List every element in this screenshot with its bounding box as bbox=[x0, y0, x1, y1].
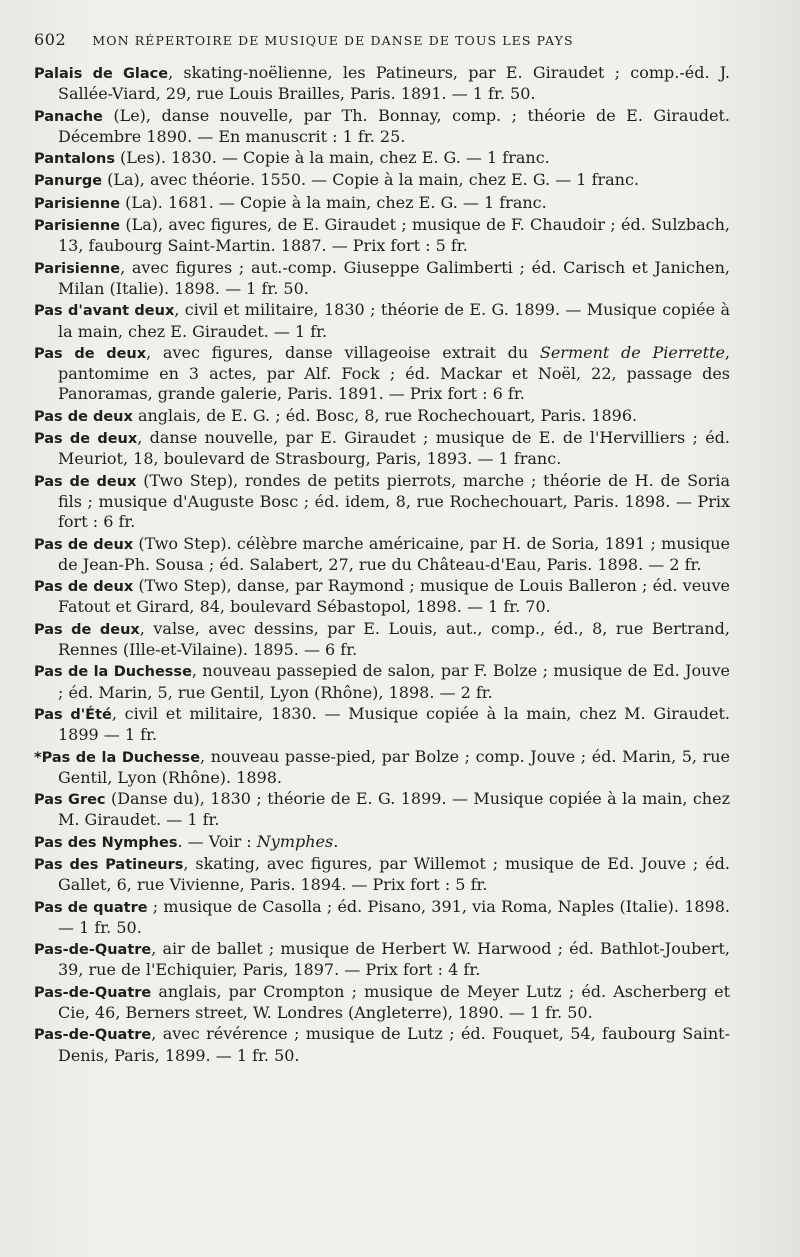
entry bbox=[34, 982, 730, 1024]
entry-text: , skating-noëlienne, les Patineurs, par E. Giraudet ; comp.-éd. J. Sallée-Viard, 29, rue Louis Brailles, Paris. 1891. — 1 fr. 50. bbox=[58, 63, 731, 104]
entry bbox=[34, 215, 730, 257]
entry-text: (Two Step). célèbre marche américaine, par H. de Soria, 1891 ; musique de Jean-Ph. Sousa ; éd. Salabert, 27, rue du Château-d'Eau, Paris. 1898. — 2 fr. bbox=[58, 533, 730, 574]
entry-title: Pas des Nymphes bbox=[34, 834, 178, 851]
entry bbox=[34, 854, 730, 896]
entry bbox=[34, 789, 730, 831]
entry-text: (La), avec théorie. 1550. — Copie à la main, chez E. G. — 1 franc. bbox=[102, 170, 640, 190]
entry-title: Pas-de-Quatre bbox=[34, 942, 152, 959]
entry-text-tail: . bbox=[333, 831, 339, 851]
entry-italic-title: Nymphes bbox=[256, 831, 334, 851]
entry-text: anglais, par Crompton ; musique de Meyer Lutz ; éd. Ascherberg et Cie, 46, Berners street, W. Londres (Angleterre), 1890. — 1 fr. 50. bbox=[58, 981, 730, 1023]
entry-text: (Two Step), rondes de petits pierrots, marche ; théorie de H. de Soria fils ; musique d'Auguste Bosc ; éd. idem, 8, rue Rochechouart, Paris. 1898. — Prix fort : 6 fr. bbox=[58, 470, 730, 532]
entry-title: Palais de Glace bbox=[34, 66, 169, 82]
entry-title: Pantalons bbox=[34, 151, 115, 168]
entry-title: Pas des Patineurs bbox=[34, 856, 184, 873]
entry-text: , avec figures, danse villageoise extrait du bbox=[146, 342, 540, 362]
entry-title: Pas-de-Quatre bbox=[34, 984, 152, 1001]
entry-text: , nouveau passe-pied, par Bolze ; comp. Jouve ; éd. Marin, 5, rue Gentil, Lyon (Rhône). 1898. bbox=[58, 746, 730, 787]
entry-text: (Danse du), 1830 ; théorie de E. G. 1899. — Musique copiée à la main, chez M. Giraudet. — 1 fr. bbox=[58, 789, 731, 830]
entry-text: , valse, avec dessins, par E. Louis, aut., comp., éd., 8, rue Bertrand, Rennes (Ille-et-Vilaine). 1895. — 6 fr. bbox=[58, 618, 730, 660]
entry bbox=[34, 661, 730, 703]
running-head: MON RÉPERTOIRE DE MUSIQUE DE DANSE DE TOUS LES PAYS bbox=[92, 33, 574, 48]
entry bbox=[34, 258, 730, 300]
entry-title: Pas de deux bbox=[34, 579, 134, 596]
entry bbox=[34, 406, 730, 427]
entry-text: , avec figures ; aut.-comp. Giuseppe Galimberti ; éd. Carisch et Janichen, Milan (Italie). 1898. — 1 fr. 50. bbox=[58, 257, 730, 298]
entry-title: *Pas de la Duchesse bbox=[34, 749, 201, 766]
entry bbox=[34, 576, 730, 618]
entry bbox=[34, 897, 730, 939]
entry bbox=[34, 1024, 730, 1066]
entry-text: , avec révérence ; musique de Lutz ; éd. Fouquet, 54, faubourg Saint-Denis, Paris, 1899. — 1 fr. 50. bbox=[58, 1024, 730, 1065]
entry-italic-title: Serment de Pierrette bbox=[539, 342, 725, 362]
entry-title: Pas de deux bbox=[34, 473, 137, 490]
entry-text: (La). 1681. — Copie à la main, chez E. G. — 1 franc. bbox=[120, 192, 547, 212]
entry bbox=[34, 704, 730, 746]
page-number: 602 bbox=[34, 30, 67, 49]
entry bbox=[34, 148, 730, 169]
entry bbox=[34, 939, 730, 981]
entry-text: , civil et militaire, 1830 ; théorie de E. G. 1899. — Musique copiée à la main, chez E. Giraudet. — 1 fr. bbox=[58, 300, 730, 341]
entry bbox=[34, 343, 730, 405]
entry bbox=[34, 63, 730, 105]
entry-text: , danse nouvelle, par E. Giraudet ; musique de E. de l'Hervilliers ; éd. Meuriot, 18, boulevard de Strasbourg, Paris, 1893. — 1 franc. bbox=[58, 428, 730, 469]
entry-text: . — Voir : bbox=[177, 831, 257, 851]
entry-title: Parisienne bbox=[34, 260, 121, 277]
entry bbox=[34, 170, 730, 191]
entry bbox=[34, 471, 730, 533]
entry bbox=[34, 106, 730, 148]
entry-text: anglais, de E. G. ; éd. Bosc, 8, rue Rochechouart, Paris. 1896. bbox=[132, 405, 638, 425]
entry bbox=[34, 747, 730, 789]
entry-title: Pas de deux bbox=[34, 408, 133, 425]
entry bbox=[34, 193, 730, 214]
entry-title: Pas d'avant deux bbox=[34, 303, 175, 320]
entry bbox=[34, 534, 730, 576]
entry-text: (Two Step), danse, par Raymond ; musique de Louis Balleron ; éd. veuve Fatout et Girard, 84, boulevard Sébastopol, 1898. — 1 fr. 70. bbox=[58, 576, 730, 617]
page-header bbox=[34, 30, 730, 49]
entry-title: Pas de deux bbox=[34, 621, 140, 638]
entry-title: Pas d'Été bbox=[34, 706, 112, 723]
entry-title: Pas de deux bbox=[34, 431, 138, 448]
entry bbox=[34, 428, 730, 470]
catalogue-entries bbox=[34, 63, 730, 1066]
entry-title: Pas de quatre bbox=[34, 899, 148, 916]
entry-title: Panache bbox=[34, 108, 103, 125]
entry-title: Pas de deux bbox=[34, 345, 147, 362]
entry-title: Parisienne bbox=[34, 195, 121, 212]
entry-text: (Les). 1830. — Copie à la main, chez E. G. — 1 franc. bbox=[114, 148, 550, 168]
entry-title: Pas de deux bbox=[34, 536, 134, 553]
entry bbox=[34, 832, 730, 853]
entry-title: Pas-de-Quatre bbox=[34, 1027, 152, 1044]
entry-text: , civil et militaire, 1830. — Musique copiée à la main, chez M. Giraudet. 1899 — 1 fr. bbox=[58, 703, 730, 745]
entry-text: , nouveau passepied de salon, par F. Bolze ; musique de Ed. Jouve ; éd. Marin, 5, rue Gentil, Lyon (Rhône), 1898. — 2 fr. bbox=[58, 661, 730, 702]
entry-text-tail: , pantomime en 3 actes, par Alf. Fock ; éd. Mackar et Noël, 22, passage des Panoramas, grande galerie, Paris. 1891. — Prix fort : 6 fr. bbox=[58, 342, 731, 404]
entry-text: (La), avec figures, de E. Giraudet ; musique de F. Chaudoir ; éd. Sulzbach, 13, faubourg Saint-Martin. 1887. — Prix fort : 5 fr. bbox=[58, 215, 730, 256]
entry bbox=[34, 619, 730, 661]
entry-text: ; musique de Casolla ; éd. Pisano, 391, via Roma, Naples (Italie). 1898. — 1 fr. 50. bbox=[58, 896, 730, 937]
entry-text: (Le), danse nouvelle, par Th. Bonnay, comp. ; théorie de E. Giraudet. Décembre 1890. — En manuscrit : 1 fr. 25. bbox=[58, 105, 730, 146]
entry-title: Pas de la Duchesse bbox=[34, 664, 192, 681]
entry-title: Pas Grec bbox=[34, 792, 106, 809]
entry-text: , skating, avec figures, par Willemot ; musique de Ed. Jouve ; éd. Gallet, 6, rue Vivienne, Paris. 1894. — Prix fort : 5 fr. bbox=[58, 853, 731, 895]
entry-title: Parisienne bbox=[34, 218, 121, 235]
entry-text: , air de ballet ; musique de Herbert W. Harwood ; éd. Bathlot-Joubert, 39, rue de l'Echiquier, Paris, 1897. — Prix fort : 4 fr. bbox=[58, 939, 730, 980]
entry-title: Panurge bbox=[34, 173, 103, 190]
entry bbox=[34, 300, 730, 342]
